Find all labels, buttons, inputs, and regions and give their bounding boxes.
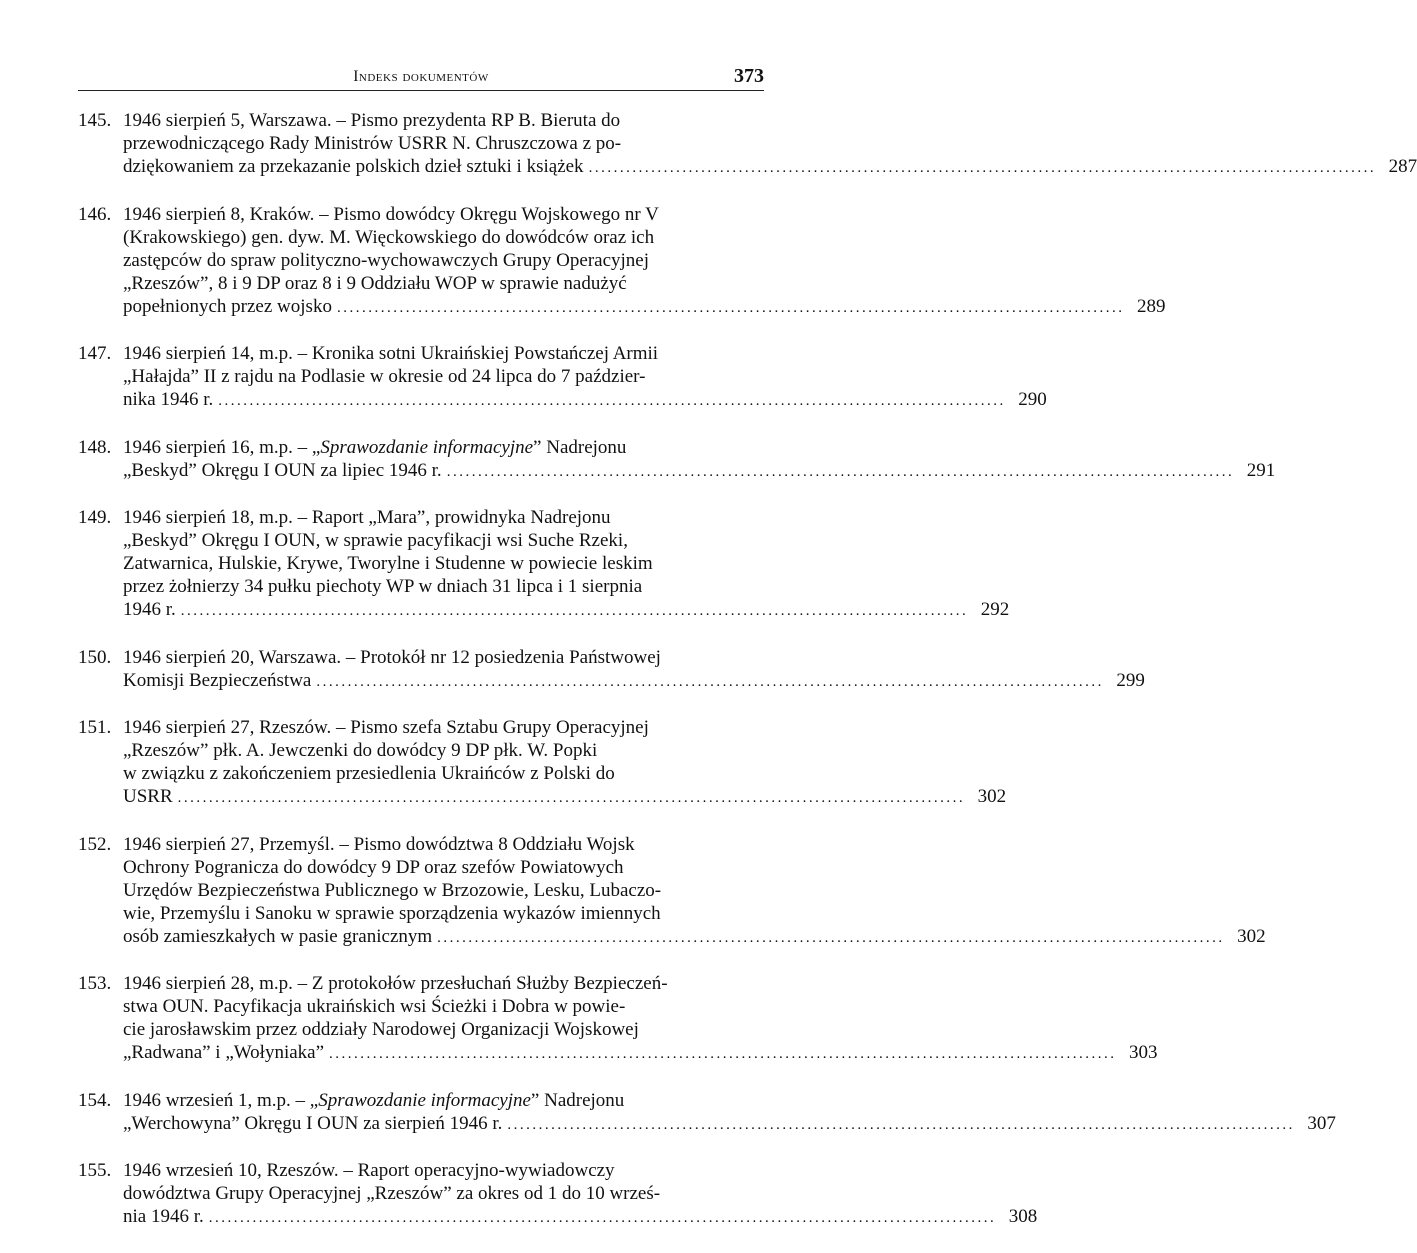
entry-page-number: 292 xyxy=(980,599,1010,620)
entry-page-number: 302 xyxy=(977,786,1007,807)
entry-last-line xyxy=(123,598,1009,623)
entry-page-number: 303 xyxy=(1129,1042,1158,1063)
entry-line: osób zamieszkałych w pasie granicznym xyxy=(123,925,433,947)
index-entry xyxy=(78,203,1166,320)
entry-number: 150. xyxy=(78,646,112,668)
entry-line: popełnionych przez wojsko xyxy=(123,295,332,317)
entry-line: Urzędów Bezpieczeństwa Publicznego w Brzozowie, Lesku, Lubaczo- xyxy=(123,879,662,901)
index-entry xyxy=(78,716,1007,810)
dot-leader xyxy=(316,671,1104,694)
entry-line: 1946 sierpień 28, m.p. – Z protokołów przesłuchań Służby Bezpieczeń- xyxy=(123,973,668,994)
entry-page-number: 308 xyxy=(1008,1206,1038,1227)
entry-line: Ochrony Pogranicza do dowódcy 9 DP oraz szefów Powiatowych xyxy=(123,856,624,878)
entry-description xyxy=(123,646,1145,694)
entry-last-line xyxy=(123,295,1165,320)
entry-line: Komisji Bezpieczeństwa xyxy=(123,669,312,691)
entry-line: „Hałajda” II z rajdu na Podlasie w okresie od 24 lipca do 7 paździer- xyxy=(123,366,646,387)
entry-page-number: 289 xyxy=(1136,295,1166,317)
entry-number: 148. xyxy=(78,436,112,458)
entry-line: wie, Przemyślu i Sanoku w sprawie sporządzenia wykazów imiennych xyxy=(123,902,661,924)
dot-leader xyxy=(181,600,969,623)
index-entry xyxy=(78,646,1145,694)
entry-description xyxy=(123,1159,1037,1230)
entry-description xyxy=(123,203,1165,320)
entry-page-number: 290 xyxy=(1018,389,1047,410)
entry-last-line xyxy=(123,155,1417,180)
dot-leader xyxy=(337,297,1125,320)
entry-number: 149. xyxy=(78,507,112,528)
entry-line: „Radwana” i „Wołyniaka” xyxy=(123,1042,325,1063)
entry-line: 1946 wrzesień 10, Rzeszów. – Raport operacyjno-wywiadowczy xyxy=(123,1160,615,1181)
dot-leader xyxy=(218,390,1006,413)
entry-description xyxy=(123,436,1275,484)
entry-last-line xyxy=(123,459,1275,484)
entry-page-number: 307 xyxy=(1307,1112,1336,1134)
entry-last-line xyxy=(123,1205,1037,1230)
entry-description xyxy=(123,506,1009,623)
dot-leader xyxy=(507,1114,1295,1137)
entry-line: „Beskyd” Okręgu I OUN za lipiec 1946 r. xyxy=(123,459,442,481)
entry-description xyxy=(123,109,1417,180)
entry-line: 1946 sierpień 16, m.p. – „Sprawozdanie informacyjne” Nadrejonu xyxy=(123,436,627,458)
entry-line: dziękowaniem za przekazanie polskich dzieł sztuki i książek xyxy=(123,156,584,177)
entry-number: 146. xyxy=(78,203,112,225)
document-index-list xyxy=(78,109,1417,1253)
entry-page-number: 287 xyxy=(1388,156,1417,177)
entry-last-line xyxy=(123,1112,1336,1137)
entry-line: 1946 sierpień 27, Rzeszów. – Pismo szefa Sztabu Grupy Operacyjnej xyxy=(123,717,649,738)
entry-line: stwa OUN. Pacyfikacja ukraińskich wsi Ścieżki i Dobra w powie- xyxy=(123,996,626,1017)
entry-last-line xyxy=(123,388,1047,413)
entry-last-line xyxy=(123,785,1006,810)
index-entry xyxy=(78,1089,1336,1137)
page-number: 373 xyxy=(734,65,764,87)
entry-description xyxy=(123,1089,1336,1137)
dot-leader xyxy=(447,461,1235,484)
entry-last-line xyxy=(123,1041,1158,1066)
entry-line: 1946 sierpień 20, Warszawa. – Protokół nr 12 posiedzenia Państwowej xyxy=(123,646,661,668)
index-entry xyxy=(78,1159,1038,1230)
entry-description xyxy=(123,342,1047,413)
entry-line: 1946 wrzesień 1, m.p. – „Sprawozdanie informacyjne” Nadrejonu xyxy=(123,1089,625,1111)
entry-line: USRR xyxy=(123,786,173,807)
entry-line: w związku z zakończeniem przesiedlenia Ukraińców z Polski do xyxy=(123,763,615,784)
entry-number: 145. xyxy=(78,110,112,131)
index-entry xyxy=(78,109,1417,180)
entry-number: 155. xyxy=(78,1160,112,1181)
dot-leader xyxy=(437,927,1225,950)
entry-line: Zatwarnica, Hulskie, Krywe, Tworylne i Studenne w powiecie leskim xyxy=(123,553,653,574)
index-entry xyxy=(78,342,1047,413)
dot-leader xyxy=(209,1207,997,1230)
entry-line: nia 1946 r. xyxy=(123,1206,204,1227)
index-entry xyxy=(78,833,1266,950)
dot-leader xyxy=(329,1043,1117,1066)
page-header xyxy=(78,64,764,91)
entry-page-number: 291 xyxy=(1246,459,1276,481)
entry-line: przez żołnierzy 34 pułku piechoty WP w dniach 31 lipca i 1 sierpnia xyxy=(123,576,643,597)
entry-line: (Krakowskiego) gen. dyw. M. Więckowskiego do dowódców oraz ich xyxy=(123,226,655,248)
entry-line: zastępców do spraw polityczno-wychowawczych Grupy Operacyjnej xyxy=(123,249,649,271)
entry-number: 151. xyxy=(78,717,112,738)
entry-last-line xyxy=(123,669,1145,694)
entry-line: „Rzeszów”, 8 i 9 DP oraz 8 i 9 Oddziału WOP w sprawie nadużyć xyxy=(123,272,627,294)
entry-description xyxy=(123,972,1158,1066)
entry-line: dowództwa Grupy Operacyjnej „Rzeszów” za okres od 1 do 10 wrześ- xyxy=(123,1183,661,1204)
entry-number: 147. xyxy=(78,343,112,364)
entry-page-number: 299 xyxy=(1116,669,1145,691)
entry-description xyxy=(123,716,1006,810)
dot-leader xyxy=(589,157,1377,180)
dot-leader xyxy=(178,787,966,810)
entry-line: 1946 sierpień 5, Warszawa. – Pismo prezydenta RP B. Bieruta do xyxy=(123,110,621,131)
entry-line: 1946 r. xyxy=(123,599,176,620)
entry-line: 1946 sierpień 8, Kraków. – Pismo dowódcy Okręgu Wojskowego nr V xyxy=(123,203,659,225)
entry-line: przewodniczącego Rady Ministrów USRR N. Chruszczowa z po- xyxy=(123,133,622,154)
entry-line: 1946 sierpień 18, m.p. – Raport „Mara”, prowidnyka Nadrejonu xyxy=(123,507,611,528)
index-entry xyxy=(78,506,1010,623)
index-entry xyxy=(78,972,1158,1066)
entry-line: 1946 sierpień 27, Przemyśl. – Pismo dowództwa 8 Oddziału Wojsk xyxy=(123,833,635,855)
entry-line: „Beskyd” Okręgu I OUN, w sprawie pacyfikacji wsi Suche Rzeki, xyxy=(123,530,628,551)
index-entry xyxy=(78,436,1276,484)
entry-number: 152. xyxy=(78,833,112,855)
running-title: Indeks dokumentów xyxy=(353,68,489,85)
entry-description xyxy=(123,833,1266,950)
entry-line: 1946 sierpień 14, m.p. – Kronika sotni Ukraińskiej Powstańczej Armii xyxy=(123,343,659,364)
entry-number: 153. xyxy=(78,973,112,994)
entry-line: „Werchowyna” Okręgu I OUN za sierpień 1946 r. xyxy=(123,1112,503,1134)
entry-page-number: 302 xyxy=(1237,925,1266,947)
entry-line: cie jarosławskim przez oddziały Narodowej Organizacji Wojskowej xyxy=(123,1019,639,1040)
entry-number: 154. xyxy=(78,1089,112,1111)
entry-line: „Rzeszów” płk. A. Jewczenki do dowódcy 9 DP płk. W. Popki xyxy=(123,740,598,761)
entry-line: nika 1946 r. xyxy=(123,389,214,410)
entry-last-line xyxy=(123,925,1266,950)
